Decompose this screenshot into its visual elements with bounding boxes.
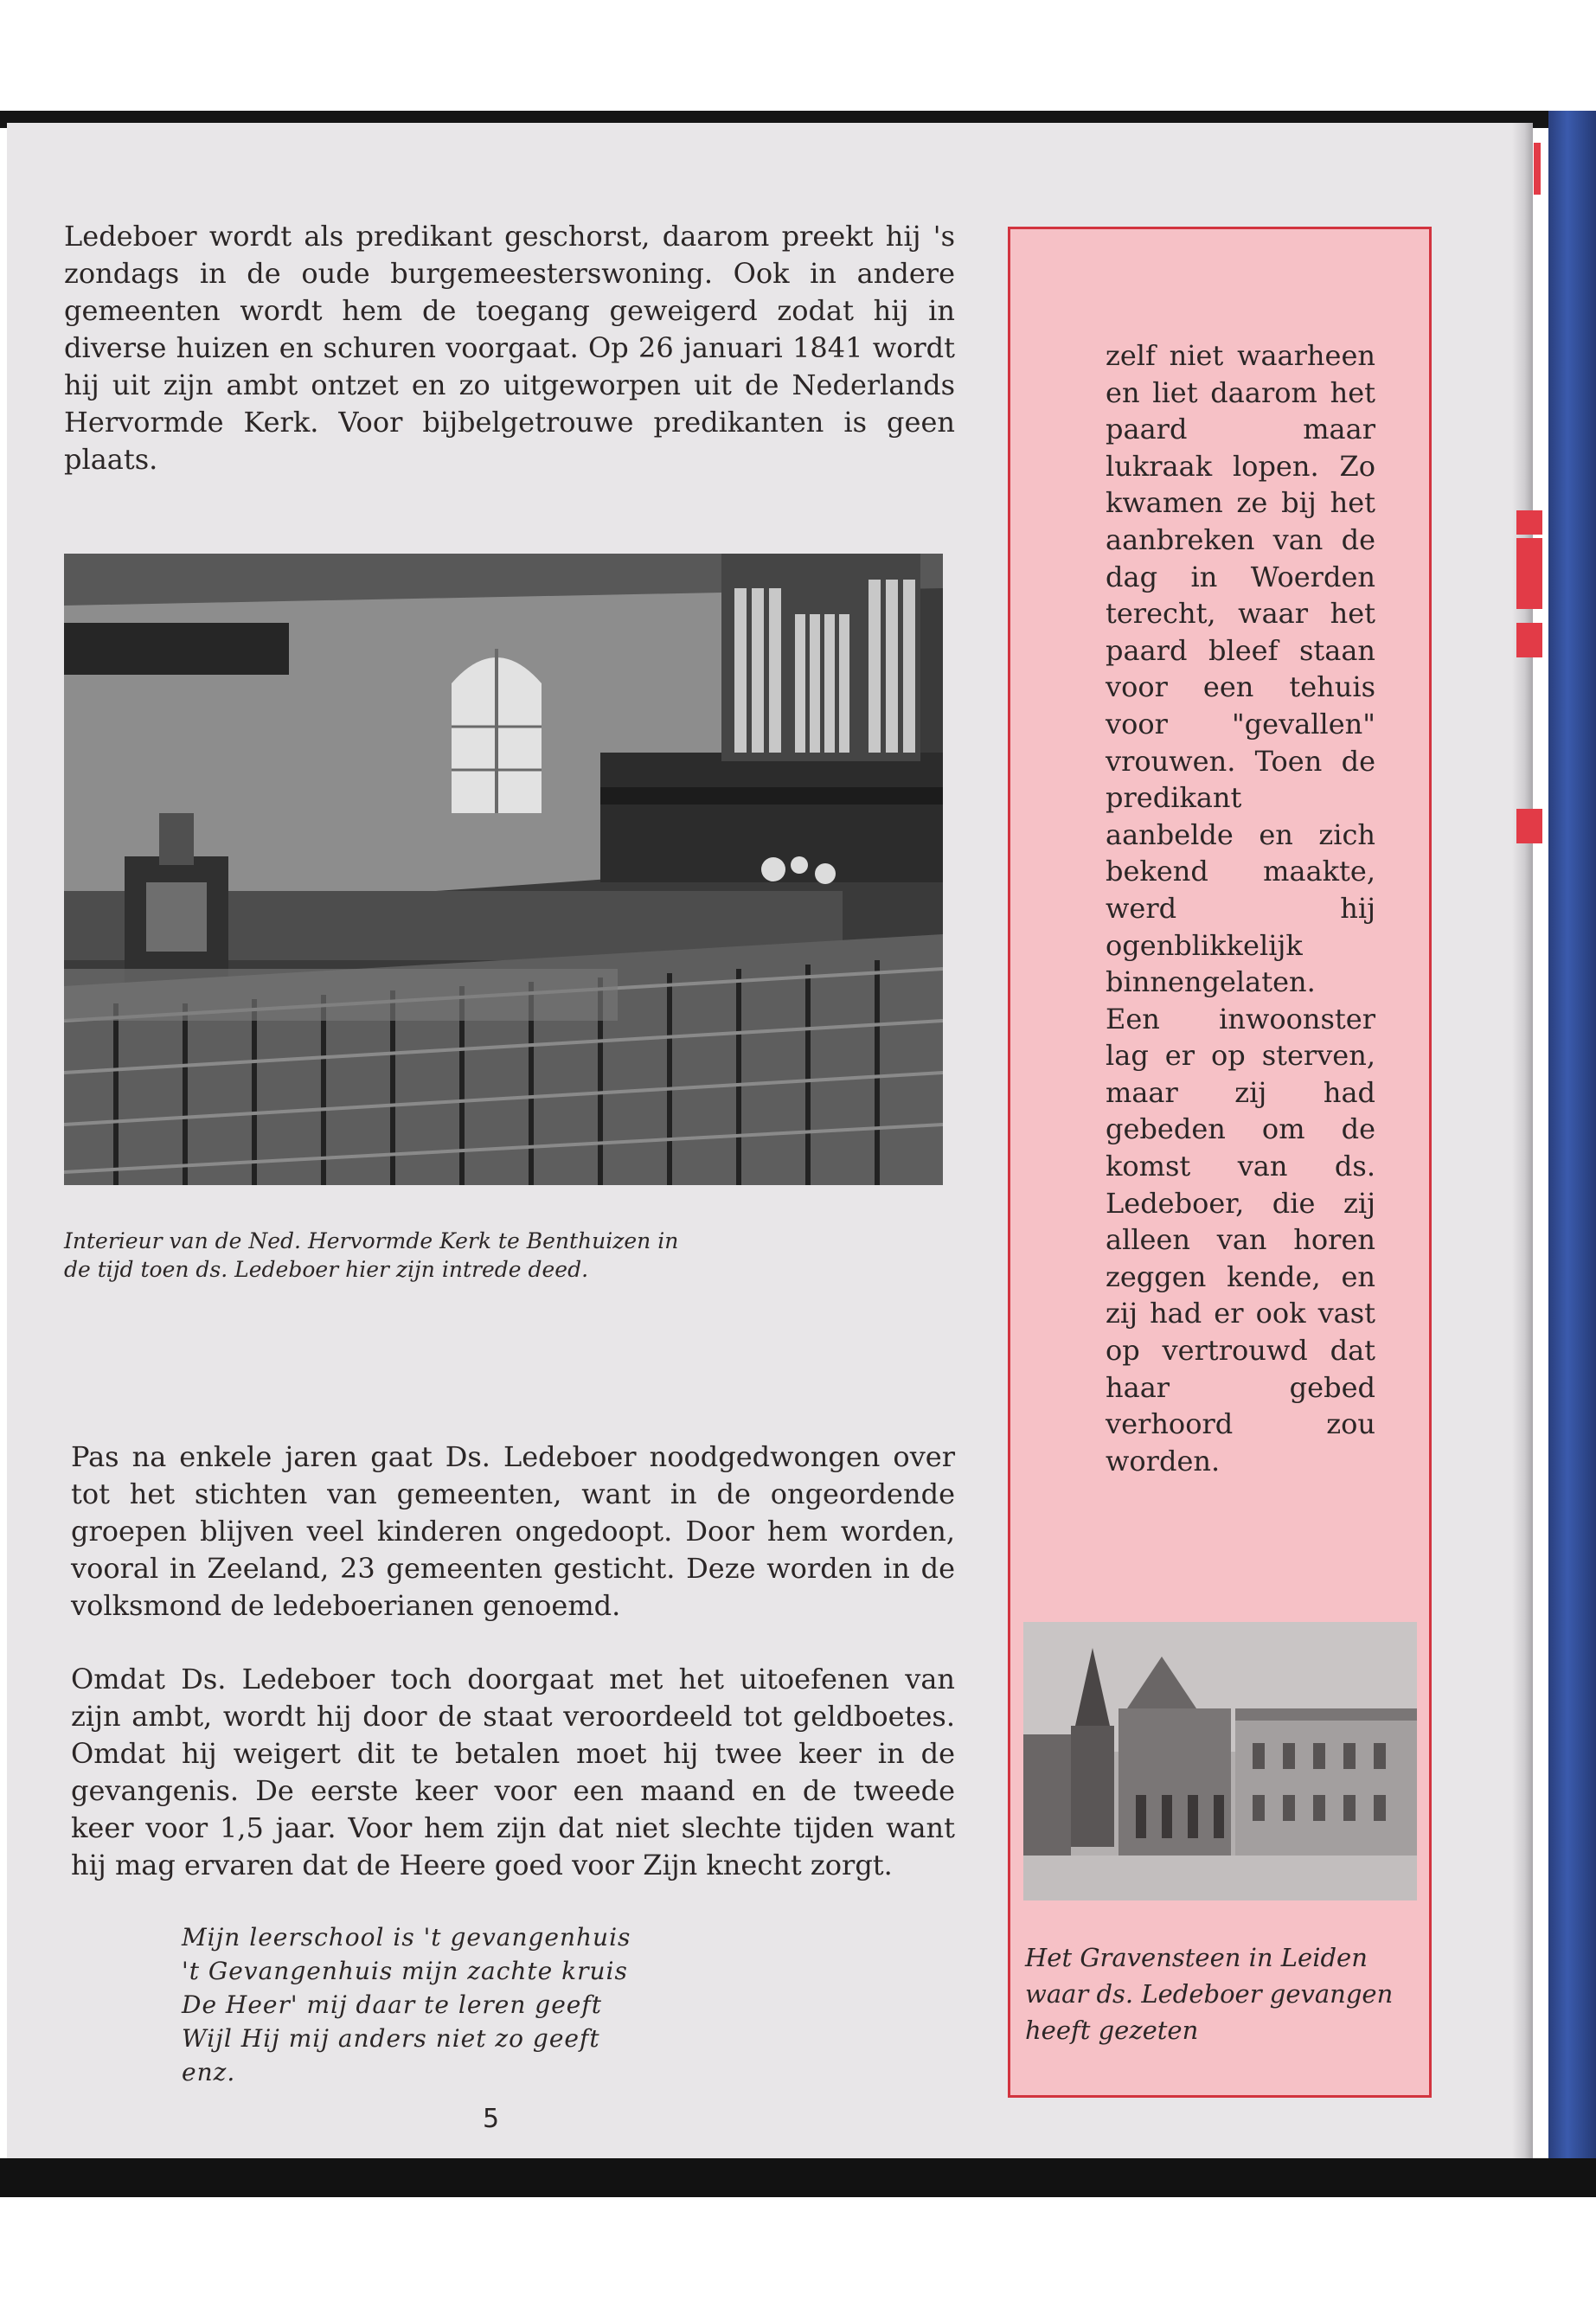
scan-bottom-margin xyxy=(0,2197,1596,2301)
page-number: 5 xyxy=(483,2104,500,2134)
photo-caption-gravensteen: Het Gravensteen in Leiden waar ds. Ledeboer gevangen heeft gezeten xyxy=(1025,1943,1394,2045)
photo-caption-church: Interieur van de Ned. Hervormde Kerk te Benthuizen in de tijd toen ds. Ledeboer hier zijn intrede deed. xyxy=(64,1228,679,1282)
red-tab-marker xyxy=(1516,538,1542,609)
scan-top-margin xyxy=(0,0,1596,111)
poem-line: Mijn leerschool is 't gevangenhuis xyxy=(182,1923,631,1952)
red-tab-marker xyxy=(1516,623,1542,657)
poem-block xyxy=(182,1920,735,2089)
article-paragraph-3: Omdat Ds. Ledeboer toch doorgaat met het uitoefenen van zijn ambt, wordt hij door de staat veroordeeld tot geldboetes. Omdat hij weigert dit te betalen moet hij twee keer in de gevangenis. De eerste keer voor een maand en de tweede keer voor 1,5 jaar. Voor hem zijn dat niet slechte tijden want hij mag ervaren dat de Heere goed voor Zijn knecht zorgt. xyxy=(71,1663,955,1881)
red-tab-marker xyxy=(1516,510,1542,535)
page-fold-shadow xyxy=(1512,123,1533,2160)
poem-line: Wijl Hij mij anders niet zo geeft xyxy=(182,2024,600,2053)
poem-line: enz. xyxy=(182,2058,236,2086)
gravensteen-engraving xyxy=(1023,1622,1417,1900)
article-paragraph-1: Ledeboer wordt als predikant geschorst, daarom preekt hij 's zondags in de oude burgemeesterswoning. Ook in andere gemeenten wordt hem de toegang geweigerd zodat hij in diverse huizen en schuren voorgaat. Op 26 januari 1841 wordt hij uit zijn ambt ontzet en zo uitgeworpen uit de Nederlands Hervormde Kerk. Voor bijbelgetrouwe predikanten is geen plaats. xyxy=(64,220,955,476)
poem-line: De Heer' mij daar te leren geeft xyxy=(182,1990,602,2019)
sidebar-text: zelf niet waarheen en liet daarom het paard maar lukraak lopen. Zo kwamen ze bij het aanbreken van de dag in Woerden terecht, waar het paard bleef staan voor een tehuis voor "gevallen" vrouwen. Toen de predikant aanbelde en zich bekend maakte, werd hij ogenblikkelijk binnengelaten. Een inwoonster lag er op sterven, maar zij had gebeden om de komst van ds. Ledeboer, die zij alleen van horen zeggen kende, en zij had er ook vast op vertrouwd dat haar gebed verhoord zou worden. xyxy=(1106,339,1375,1477)
poem-line: 't Gevangenhuis mijn zachte kruis xyxy=(182,1957,628,1985)
article-paragraph-2: Pas na enkele jaren gaat Ds. Ledeboer noodgedwongen over tot het stichten van gemeenten, want in de ongeordende groepen blijven veel kinderen ongedoopt. Door hem worden, vooral in Zeeland, 23 gemeenten gesticht. Deze worden in de volksmond de ledeboerianen genoemd. xyxy=(71,1440,955,1622)
red-tab-marker xyxy=(1534,143,1541,195)
red-tab-marker xyxy=(1516,809,1542,843)
scan-bottom-dark xyxy=(0,2158,1596,2197)
book-cover-edge xyxy=(1548,111,1596,2187)
church-interior-photo xyxy=(64,554,943,1185)
